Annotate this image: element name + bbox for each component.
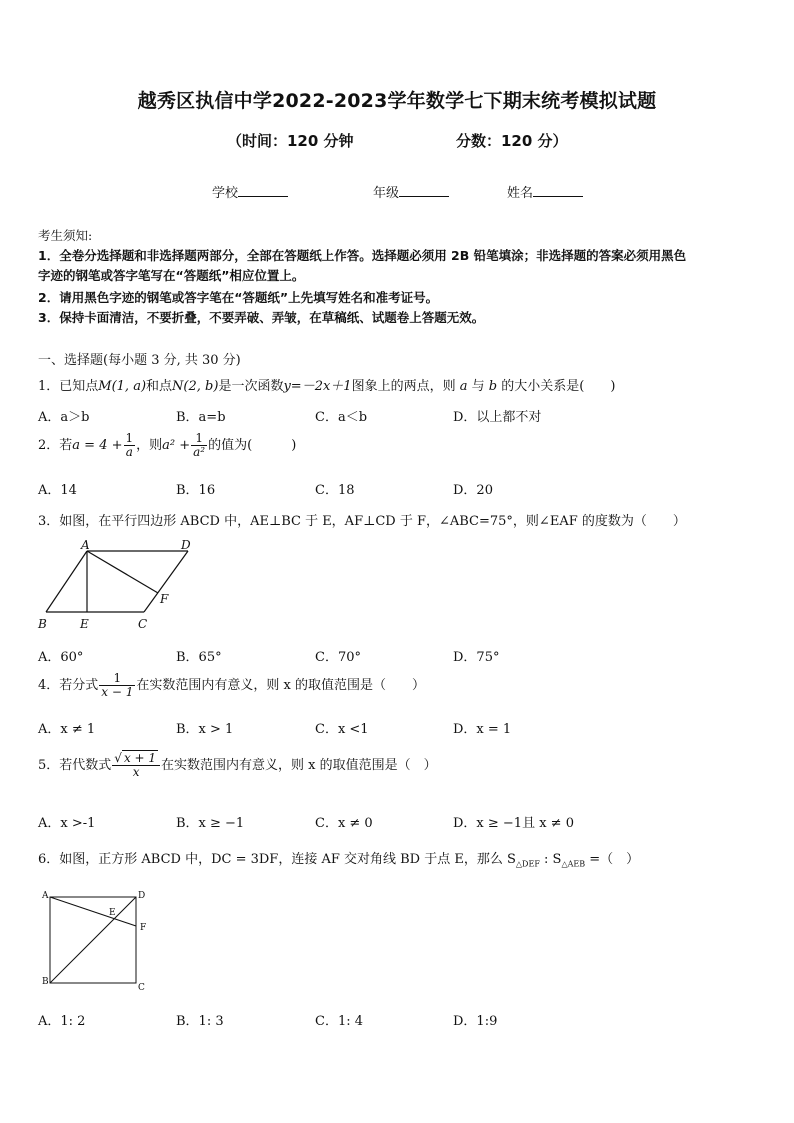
q3-option-a: A．60°	[38, 650, 84, 665]
question-2: 2．若a = 4 + $\frac{1}{a}$ ，则a² + $\frac{1}{\text{a²}}$ 的值为( )	[38, 431, 297, 459]
school-label: 学校	[212, 186, 239, 201]
grade-blank	[399, 184, 449, 197]
section-heading: 一、选择题(每小题 3 分, 共 30 分)	[38, 353, 241, 368]
q1-option-d: D．以上都不对	[453, 410, 542, 425]
fig3-label-b: B	[38, 617, 47, 631]
q5-option-d: D．x ≥ −1且 x ≠ 0	[453, 816, 574, 831]
name-blank	[533, 184, 583, 197]
name-label: 姓名	[507, 186, 534, 201]
question-3: 3．如图，在平行四边形 ABCD 中，AE⊥BC 于 E，AF⊥CD 于 F，∠ABC=75°，则∠EAF 的度数为（ ）	[38, 514, 686, 529]
notice-item: 2．请用黑色字迹的钢笔或答字笔在“答题纸”上先填写姓名和准考证号。	[38, 290, 439, 305]
q3-option-b: B．65°	[176, 650, 222, 665]
question-4: 4．若分式 $\frac{1}{x - 1}$ 在实数范围内有意义，则 x 的取值范围是（ ）	[38, 671, 425, 699]
fig3-label-a: A	[81, 538, 90, 552]
q2-option-b: B．16	[176, 483, 216, 498]
school-field	[212, 182, 288, 201]
q5-option-a: A．x >-1	[38, 816, 96, 831]
q1-option-c: C．a＜b	[315, 410, 368, 425]
fig6-label-a: A	[42, 891, 49, 901]
q2-option-c: C．18	[315, 483, 355, 498]
exam-time: （时间：120 分钟	[227, 132, 354, 150]
q6-option-b: B．1: 3	[176, 1014, 224, 1029]
fig3-label-c: C	[138, 617, 148, 631]
exam-score: 分数：120 分）	[456, 132, 568, 150]
fig6-label-d: D	[138, 891, 146, 901]
fig6-label-f: F	[140, 923, 147, 933]
q1-option-a: A．a＞b	[38, 410, 90, 425]
school-blank	[238, 184, 288, 197]
q4-option-a: A．x ≠ 1	[38, 722, 96, 737]
fig3-label-d: D	[181, 538, 191, 552]
q6-option-d: D．1:9	[453, 1014, 498, 1029]
fig6-label-b: B	[42, 977, 49, 987]
notice-heading: 考生须知:	[38, 228, 93, 243]
q3-option-c: C．70°	[315, 650, 361, 665]
grade-field	[373, 182, 449, 201]
q4-option-d: D．x = 1	[453, 722, 512, 737]
question-5: 5．若代数式 $\frac{√ x + 1}{x}$ 在实数范围内有意义，则 x 的取值范围是（ ）	[38, 751, 437, 779]
q4-option-b: B．x > 1	[176, 722, 234, 737]
q4-option-c: C．x <1	[315, 722, 369, 737]
name-field	[507, 182, 583, 201]
q1-option-b: B．a=b	[176, 410, 226, 425]
q2-option-a: A．14	[38, 483, 77, 498]
notice-item: 1．全卷分选择题和非选择题两部分，全部在答题纸上作答。选择题必须用 2B 铅笔填涂；非选择题的答案必须用黑色	[38, 248, 687, 263]
notice-item: 字迹的钢笔或答字笔写在“答题纸”相应位置上。	[38, 268, 305, 283]
fig6-label-c: C	[138, 983, 145, 992]
q6-option-c: C．1: 4	[315, 1014, 364, 1029]
fig6-label-e: E	[109, 908, 116, 918]
q6-option-a: A．1: 2	[38, 1014, 86, 1029]
notice-item: 3．保持卡面清洁，不要折叠，不要弄破、弄皱，在草稿纸、试题卷上答题无效。	[38, 310, 485, 325]
q2-option-d: D．20	[453, 483, 493, 498]
question-6: 6．如图，正方形 ABCD 中，DC = 3DF，连接 AF 交对角线 BD 于点 E，那么 $S_{\triangle DEF}$ : $S_{\triangle AEB}$ =（ ）	[38, 852, 640, 869]
grade-label: 年级	[373, 186, 400, 201]
q5-option-b: B．x ≥ −1	[176, 816, 245, 831]
page-title: 越秀区执信中学2022-2023学年数学七下期末统考模拟试题	[137, 90, 657, 112]
square-figure	[36, 888, 156, 992]
question-1: 1．已知点M(1, a)和点N(2, b)是一次函数y=－2x＋1图象上的两点，则 a 与 b 的大小关系是( )	[38, 379, 616, 394]
q5-option-c: C．x ≠ 0	[315, 816, 373, 831]
parallelogram-figure	[30, 537, 210, 635]
q3-option-d: D．75°	[453, 650, 500, 665]
fig3-label-f: F	[160, 592, 169, 606]
fig3-label-e: E	[80, 617, 89, 631]
